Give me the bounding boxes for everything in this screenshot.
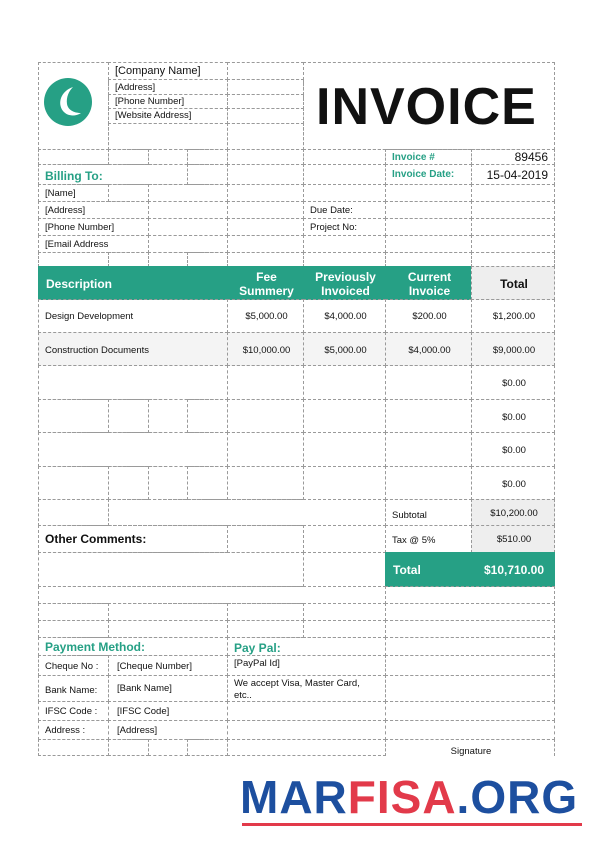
company-address: [Address] bbox=[115, 82, 156, 93]
invoice-title: INVOICE bbox=[316, 78, 537, 136]
total-label: Total bbox=[393, 563, 421, 577]
cheque-label: Cheque No : bbox=[45, 661, 99, 672]
logo-cell bbox=[38, 62, 109, 150]
invoice-number: 89456 bbox=[514, 150, 548, 164]
col-header-description: Description bbox=[38, 266, 228, 300]
tax-value: $510.00 bbox=[496, 534, 532, 545]
col-header-total: Total bbox=[471, 266, 555, 300]
company-name-cell bbox=[108, 62, 228, 80]
table-row bbox=[38, 432, 228, 467]
invoice-title-cell bbox=[303, 62, 555, 150]
invoice-date: 15-04-2019 bbox=[486, 168, 548, 182]
address-label: Address : bbox=[45, 725, 86, 736]
company-name: [Company Name] bbox=[115, 65, 201, 77]
billing-phone: [Phone Number] bbox=[45, 222, 115, 233]
billing-address: [Address] bbox=[45, 205, 86, 216]
table-row bbox=[38, 466, 109, 500]
col-header-previously: Previously Invoiced bbox=[303, 266, 386, 300]
invoice-date-label: Invoice Date: bbox=[392, 169, 455, 180]
tax-label: Tax @ 5% bbox=[392, 535, 436, 546]
paypal-heading: Pay Pal: bbox=[234, 641, 281, 655]
col-header-current: Current Invoice bbox=[385, 266, 472, 300]
table-row bbox=[38, 399, 109, 433]
subtotal-value: $10,200.00 bbox=[490, 508, 538, 519]
other-comments-heading: Other Comments: bbox=[45, 532, 147, 546]
paypal-accept-line2: etc.. bbox=[234, 690, 252, 701]
bank-label: Bank Name: bbox=[45, 685, 98, 696]
cheque-value: [Cheque Number] bbox=[117, 661, 192, 672]
company-phone: [Phone Number] bbox=[115, 96, 185, 107]
ifsc-label: IFSC Code : bbox=[45, 706, 98, 717]
watermark-underline bbox=[242, 823, 582, 826]
billing-name: [Name] bbox=[45, 188, 76, 199]
table-row: Design Development bbox=[38, 299, 228, 333]
project-no-label: Project No: bbox=[310, 222, 357, 233]
paypal-accept-line1: We accept Visa, Master Card, bbox=[234, 678, 360, 689]
invoice-sheet: [Company Name] [Address] [Phone Number] [Website Address] INVOICE Invoice # 89456 Billing To: Invoice Date: 15-04-2019 [Name] [Address] Due Date: [Phone Number] Project No: [Email Address Description Fee Summery Previously Invoiced Current Invoice Total Design Development $5,000.00 $4,000.00 $200.00 $1,200.00 Construction Documents $10,000.00 $5,000.00 $4,000.00 $9,000.00 $0.00 $0.00 $0.00 $0.00 Subtotal $10,200.00 Other Comments: Tax @ 5% $510.00 Total $10,710.00 Payment Method: Pay Pal: Cheque No : [Cheque Number] [PayPal Id] Bank Name: [Bank Name] We accept Visa, Master Card, etc.. IFSC Code : [IFSC Code] Address : [Address] Signature bbox=[38, 62, 555, 756]
subtotal-label: Subtotal bbox=[392, 510, 427, 521]
paypal-id: [PayPal Id] bbox=[234, 658, 280, 669]
company-logo bbox=[43, 77, 93, 127]
table-row bbox=[38, 365, 228, 400]
total-value: $10,710.00 bbox=[483, 563, 545, 577]
table-row: Construction Documents bbox=[38, 332, 228, 366]
signature-label: Signature bbox=[450, 746, 492, 757]
col-header-fee: Fee Summery bbox=[227, 266, 304, 300]
company-website: [Website Address] bbox=[115, 110, 192, 121]
payment-address-value: [Address] bbox=[117, 725, 158, 736]
signature-cell bbox=[385, 739, 555, 756]
billing-email: [Email Address bbox=[45, 239, 109, 250]
due-date-label: Due Date: bbox=[310, 205, 353, 216]
watermark-logo: MARFISA.ORG bbox=[240, 772, 584, 830]
billing-heading: Billing To: bbox=[45, 169, 103, 183]
invoice-number-label: Invoice # bbox=[392, 152, 435, 163]
payment-method-heading: Payment Method: bbox=[45, 640, 146, 654]
ifsc-value: [IFSC Code] bbox=[117, 706, 170, 717]
bank-value: [Bank Name] bbox=[117, 683, 172, 694]
